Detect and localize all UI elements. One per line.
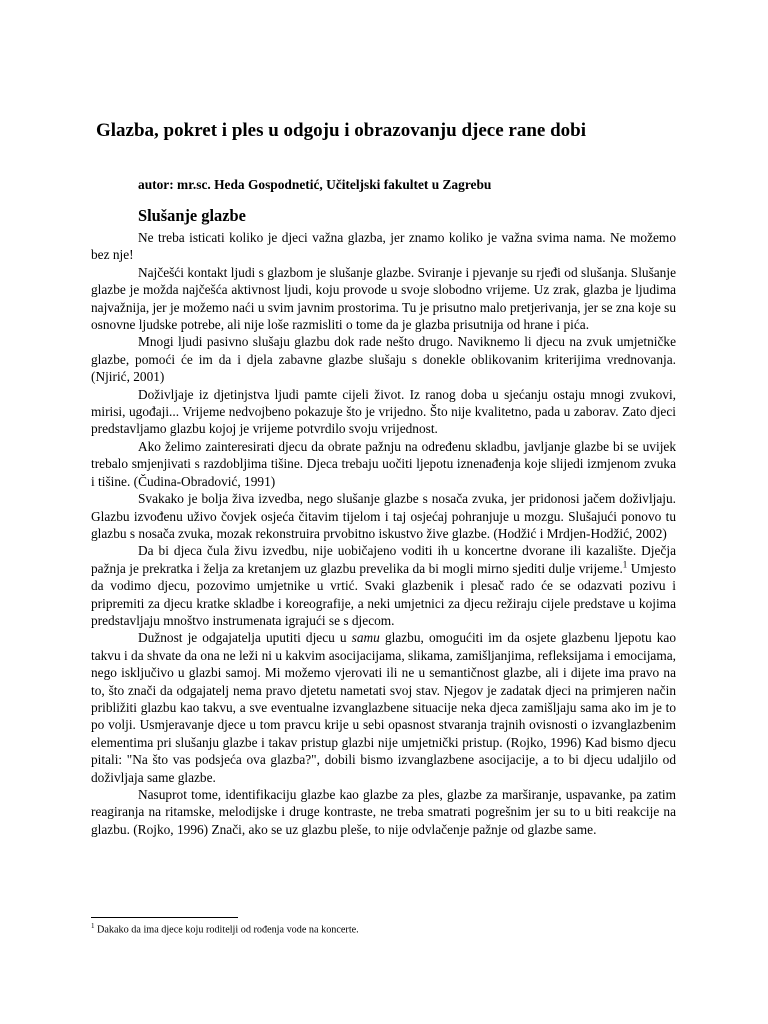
paragraph-text: Umjesto da vodimo djecu, pozovimo umjetnike u vrtić. Svaki glazbenik i plesač rado će se odazvati pozivu i pripremiti za djecu kratke skladbe i koreografije, a neki umjetnici za djecu režiraju cijele predstave u kojima predstavljaju mnoštvo instrumenata igrajući se s djecom. [91,560,676,628]
paragraph-text: glazbu, omogućiti im da osjete glazbenu ljepotu kao takvu i da shvate da ona ne leži ni u kakvim asocijacijama, slikama, zamišljanjima, refleksijama i emocijama, nego isključivo u glazbi samoj. Mi možemo vjerovati ili ne u semantičnost glazbe, ali i dijete ima pravo na to, što znači da odgajatelj nema pravo djetetu nametati svoj stav. Njegov je zadatak djeci na primjeren način približiti glazbu kao takvu, a sve eventualne izvanglazbene situacije neka djeca zamišljaju sama ako im je to po volji. Usmjeravanje djece u tom pravcu krije u sebi opasnost stvaranja trajnih ovisnosti o izvanglazbenim elementima pri slušanju glazbe i takav pristup glazbi nije umjetnički pristup. (Rojko, 1996) Kad bismo djecu pitali: "Na što vas podsjeća ova glazba?", dobili bismo izvanglazbene asocijacije, a to bi djecu udaljilo od doživljaja same glazbe. [91,630,676,785]
footnote-text: Dakako da ima djece koju roditelji od rođenja vode na koncerte. [94,924,359,936]
paragraph: Najčešći kontakt ljudi s glazbom je slušanje glazbe. Sviranje i pjevanje su rjeđi od slušanja. Slušanje glazbe je možda najčešća aktivnost ljudi, koju provode u svoje slobodno vrijeme. Uz zrak, glazba je ljudima najvažnija, jer je možemo naći u svim javnim prostorima. Tu je prisutno malo pretjerivanja, jer se zna koje su osnovne ljudske potrebe, ali nije loše razmisliti o tome da je glazba prisutnija od hrane i pića. [91,264,676,333]
footnote-mark: 1 [91,922,95,930]
footnote [91,922,359,935]
paragraph-text: Da bi djeca čula živu izvedbu, nije uobičajeno voditi ih u koncertne dvorane ili kazalište. Dječja pažnja je prekratka i želja za kretanjem uz glazbu prevelika da bi mogli mirno sjediti dulje vrijeme. [91,543,676,576]
paragraph: Nasuprot tome, identifikaciju glazbe kao glazbe za ples, glazbe za marširanje, uspavanke, pa zatim reagiranja na ritamske, melodijske i druge kontraste, ne treba smatrati pogrešnim jer su to u biti reakcije na glazbu. (Rojko, 1996) Znači, ako se uz glazbu pleše, to nije odvlačenje pažnje od glazbe same. [91,787,676,837]
section-heading: Slušanje glazbe [138,206,246,225]
author-line: autor: mr.sc. Heda Gospodnetić, Učiteljski fakultet u Zagrebu [138,177,492,192]
emphasis-text: samu [351,630,380,646]
paragraph: Doživljaje iz djetinjstva ljudi pamte cijeli život. Iz ranog doba u sjećanju ostaju mnogi zvukovi, mirisi, ugođaji... Vrijeme nedvojbeno pokazuje što je vrijedno. Što nije kvalitetno, pada u zaborav. Zato djeci predstavljamo glazbu kojoj je vrijeme potvrdilo svoju vrijednost. [91,386,676,437]
body-text [91,229,676,838]
paragraph: Svakako je bolja živa izvedba, nego slušanje glazbe s nosača zvuka, jer pridonosi jačem doživljaju. Glazbu izvođenu uživo čovjek osjeća čitavim tijelom i taj osjećaj pohranjuje u mozgu. Slušajući ponovo tu glazbu s nosača zvuka, mozak rekonstruira prvobitno iskustvo žive glazbe. (Hodžić i Mrdjen-Hodžić, 2002) [91,491,676,541]
paragraph: Ako želimo zainteresirati djecu da obrate pažnju na određenu skladbu, javljanje glazbe bi se uvijek trebalo smjenjivati s razdobljima tišine. Djeca trebaju uočiti ljepotu iznenađenja koje slijedi izmjenom zvuka i tišine. (Čudina-Obradović, 1991) [91,438,676,489]
paragraph: Mnogi ljudi pasivno slušaju glazbu dok rade nešto drugo. Naviknemo li djecu na zvuk umjetničke glazbe, pomoći će im da i djela zabavne glazbe slušaju s donekle oblikovanim kriterijima vrednovanja. (Njirić, 2001) [91,334,676,385]
footnote-reference: 1 [622,559,628,570]
paragraph [91,629,676,786]
paragraph-text: Dužnost je odgajatelja uputiti djecu u [138,630,352,646]
paragraph: Ne treba isticati koliko je djeci važna glazba, jer znamo koliko je važna svima nama. Ne možemo bez nje! [91,230,676,263]
footnote-separator [91,917,238,918]
document-title: Glazba, pokret i ples u odgoju i obrazovanju djece rane dobi [96,120,586,141]
paragraph [91,542,676,629]
